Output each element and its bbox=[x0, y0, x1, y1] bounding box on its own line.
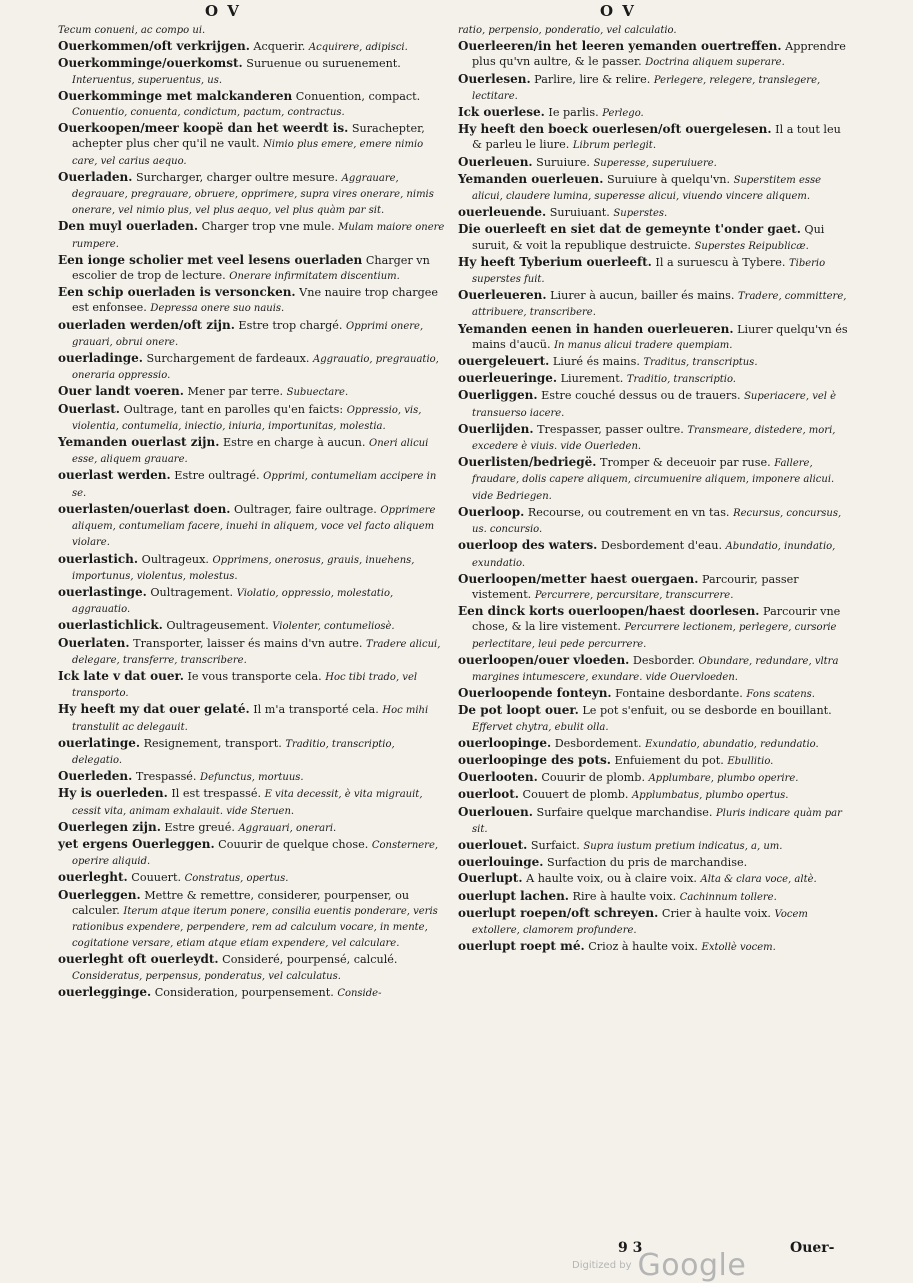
entry-headword: Ouerleueren. bbox=[458, 288, 547, 303]
entry-latin: Depressa onere suo nauis. bbox=[150, 303, 285, 315]
entry-latin: Superstes. bbox=[613, 208, 668, 220]
entry-french: Il est trespassé. bbox=[167, 787, 265, 801]
entry-latin: Interuentus, superuentus, us. bbox=[72, 74, 223, 86]
entry-headword: ouerlast werden. bbox=[58, 468, 171, 483]
google-logo: Google bbox=[637, 1248, 747, 1283]
entry-latin: Ebullitio. bbox=[727, 755, 774, 767]
entry-headword: Ouerleggen. bbox=[58, 887, 141, 902]
running-head-right: O V bbox=[600, 2, 636, 20]
entry-headword: De pot loopt ouer. bbox=[458, 703, 579, 718]
entry-french: Recourse, ou coutrement en vn tas. bbox=[524, 505, 734, 519]
entry-latin: Consternere, operire aliquid. bbox=[72, 839, 439, 868]
entry-french: Surachepter, achepter plus cher qu'il ne vault. bbox=[72, 122, 425, 151]
entry-french: Couurir de quelque chose. bbox=[214, 837, 372, 851]
entry-french: Suruiure. bbox=[532, 155, 594, 169]
entry-headword: Hy heeft den boeck ouerlesen/oft ouergelesen. bbox=[458, 122, 772, 137]
entry-french: Rire à haulte voix. bbox=[568, 889, 680, 903]
running-head-left: O V bbox=[205, 2, 241, 20]
entry-latin: Opprimi, contumeliam accipere in se. bbox=[72, 471, 437, 499]
entry-headword: ouerloot. bbox=[458, 787, 519, 802]
dictionary-entry bbox=[458, 155, 850, 171]
entry-latin: Percurrere, percursitare, transcurrere. bbox=[534, 589, 734, 601]
entry-headword: ouerleght. bbox=[58, 870, 128, 885]
dictionary-entry bbox=[58, 22, 446, 38]
dictionary-entry bbox=[58, 618, 446, 634]
entry-french: Resignement, transport. bbox=[140, 736, 286, 750]
dictionary-entry bbox=[58, 56, 446, 87]
dictionary-entry bbox=[58, 468, 446, 500]
dictionary-entry bbox=[58, 502, 446, 551]
entry-headword: Ouerliggen. bbox=[458, 388, 538, 403]
entry-headword: Ouerkommen/oft verkrijgen. bbox=[58, 39, 250, 54]
entry-headword: ouerlouet. bbox=[458, 837, 528, 852]
dictionary-entry bbox=[458, 172, 850, 204]
entry-headword: Ouerloopen/metter haest ouergaen. bbox=[458, 571, 699, 586]
entry-headword: Hy heeft Tyberium ouerleeft. bbox=[458, 254, 652, 269]
entry-headword: Ouerlijden. bbox=[458, 421, 534, 436]
entry-french: Il a tout leu & parleu le liure. bbox=[472, 123, 841, 152]
entry-headword: Ouerloopende fonteyn. bbox=[458, 686, 612, 701]
entry-french: Suruenue ou suruenement. bbox=[242, 57, 401, 71]
dictionary-entry bbox=[58, 318, 446, 350]
entry-latin: Percurrere lectionem, perlegere, cursorie perlectitare, leui pede percurrere. bbox=[472, 622, 837, 650]
dictionary-entry bbox=[458, 222, 850, 253]
entry-french: Surfaire quelque marchandise. bbox=[532, 805, 716, 819]
dictionary-entry bbox=[58, 435, 446, 467]
entry-latin: In manus alicui tradere quempiam. bbox=[554, 339, 733, 351]
entry-latin: Traditio, transcriptio. bbox=[626, 374, 736, 386]
right-column bbox=[458, 22, 850, 956]
entry-latin: Oppressio, vis, violentia, contumelia, iniectio, iniuria, importunitas, molestia. bbox=[72, 404, 422, 432]
entry-latin: Oneri alicui esse, aliquem grauare. bbox=[72, 438, 429, 466]
dictionary-entry bbox=[458, 505, 850, 537]
entry-headword: ouerlastichlick. bbox=[58, 618, 163, 633]
entry-french: Surcharger, charger oultre mesure. bbox=[132, 170, 342, 184]
entry-headword: ouerlupt roepen/oft schreyen. bbox=[458, 905, 659, 920]
entry-headword: ouerlasten/ouerlast doen. bbox=[58, 501, 231, 516]
entry-french: Estre greué. bbox=[160, 820, 239, 834]
entry-french: Estre couché dessus ou de trauers. bbox=[537, 389, 745, 403]
entry-latin: Pluris indicare quàm par sit. bbox=[472, 807, 842, 835]
entry-latin: Conuentio, conuenta, condictum, pactum, contractus. bbox=[72, 107, 345, 119]
entry-headword: ouerladinge. bbox=[58, 351, 143, 366]
entry-headword: Een schip ouerladen is versoncken. bbox=[58, 285, 296, 300]
entry-headword: ouerloopinge. bbox=[458, 735, 552, 750]
entry-headword: ouerloopen/ouer vloeden. bbox=[458, 652, 630, 667]
entry-french: Desbordement d'eau. bbox=[597, 539, 726, 553]
entry-headword: ouerlatinge. bbox=[58, 735, 141, 750]
entry-french: Oultrager, faire oultrage. bbox=[230, 502, 381, 516]
entry-headword: Ouerlast. bbox=[58, 401, 120, 416]
entry-latin: Nimio plus emere, emere nimio care, vel carius aequo. bbox=[72, 139, 424, 167]
catchword: Ouer- bbox=[790, 1240, 835, 1256]
entry-latin: Transmeare, distedere, mori, excedere è viuis. vide Ouerleden. bbox=[472, 424, 836, 453]
entry-headword: ouerleght oft ouerleydt. bbox=[58, 952, 219, 967]
entry-french: Liurer quelqu'vn és mains d'aucü. bbox=[472, 322, 848, 351]
entry-headword: Ouerloop. bbox=[458, 504, 525, 519]
entry-headword: ouerlupt roept mé. bbox=[458, 939, 585, 954]
dictionary-entry bbox=[458, 572, 850, 603]
entry-latin: Alta & clara voce, altè. bbox=[700, 874, 817, 886]
entry-french: Vne nauire trop chargee est enfonsee. bbox=[72, 286, 438, 315]
dictionary-entry bbox=[58, 121, 446, 169]
entry-french: Enfuiement du pot. bbox=[610, 753, 728, 767]
digitized-watermark bbox=[572, 1248, 746, 1283]
entry-latin: Opprimi onere, grauari, obrui onere. bbox=[72, 320, 424, 348]
entry-headword: yet ergens Ouerleggen. bbox=[58, 836, 215, 851]
dictionary-entry bbox=[58, 837, 446, 869]
entry-latin: E vita decessit, è vita migrauit, cessit vita, animam exhalauit. vide Steruen. bbox=[72, 789, 423, 817]
dictionary-entry bbox=[458, 538, 850, 570]
entry-latin: Acquirere, adipisci. bbox=[308, 42, 408, 54]
entry-french: Liurement. bbox=[557, 372, 627, 386]
entry-latin: Fallere, fraudare, dolis capere aliquem, circumuenire aliquem, imponere alicui. vide Bedriegen. bbox=[472, 458, 835, 502]
dictionary-entry bbox=[458, 422, 850, 454]
entry-french: Estre trop chargé. bbox=[234, 318, 347, 332]
entry-latin: Abundatio, inundatio, exundatio. bbox=[472, 541, 836, 569]
entry-headword: ouerleuende. bbox=[458, 205, 547, 220]
entry-french: Mener par terre. bbox=[183, 385, 287, 399]
entry-latin: Conside- bbox=[337, 987, 382, 999]
dictionary-entry bbox=[58, 384, 446, 400]
dictionary-entry bbox=[458, 653, 850, 685]
entry-latin: Tradere, committere, attribuere, transcribere. bbox=[472, 291, 847, 319]
entry-latin: Perlegere, relegere, translegere, lectitare. bbox=[472, 74, 821, 102]
entry-headword: Ouerleeren/in het leeren yemanden ouertreffen. bbox=[458, 39, 782, 54]
entry-french: Charger vn escolier de trop de lecture. bbox=[72, 253, 430, 283]
entry-latin: Traditio, transcriptio, delegatio. bbox=[72, 738, 395, 766]
entry-french: Parlire, lire & relire. bbox=[530, 72, 654, 86]
entry-headword: Ouerlaten. bbox=[58, 635, 130, 650]
entry-headword: Ouerlegen zijn. bbox=[58, 819, 161, 834]
entry-latin: Traditus, transcriptus. bbox=[643, 357, 758, 369]
entry-headword: Ick ouerlese. bbox=[458, 105, 545, 120]
entry-headword: Een ionge scholier met veel lesens ouerladen bbox=[58, 252, 363, 267]
dictionary-entry bbox=[58, 786, 446, 818]
entry-headword: ouerloop des waters. bbox=[458, 538, 598, 553]
entry-headword: ouerloopinge des pots. bbox=[458, 752, 611, 767]
entry-french: Crier à haulte voix. bbox=[658, 906, 775, 920]
entry-latin: Tecum conueni, ac compo ui. bbox=[58, 25, 206, 36]
entry-headword: Hy heeft my dat ouer gelaté. bbox=[58, 702, 250, 717]
entry-french: Surfaction du pris de marchandise. bbox=[543, 856, 748, 870]
entry-french: Il m'a transporté cela. bbox=[249, 703, 383, 717]
dictionary-entry bbox=[458, 388, 850, 420]
entry-headword: ouerlouinge. bbox=[458, 855, 544, 870]
entry-latin: Applumbatus, plumbo opertus. bbox=[631, 790, 789, 802]
dictionary-entry bbox=[58, 219, 446, 251]
entry-headword: ouerlastich. bbox=[58, 551, 139, 566]
entry-latin: Opprimere aliquem, contumeliam facere, inuehi in aliquem, voce vel facto aliquem violare. bbox=[72, 504, 436, 549]
entry-french: Il a suruescu à Tybere. bbox=[651, 255, 789, 269]
dictionary-entry bbox=[458, 871, 850, 887]
entry-headword: Ouerkomminge/ouerkomst. bbox=[58, 56, 243, 71]
entry-french: Surfaict. bbox=[527, 838, 584, 852]
entry-latin: Recursus, concursus, us. concursio. bbox=[472, 507, 842, 536]
entry-latin: Iterum atque iterum ponere, consilia euentis ponderare, veris rationibus expendere, perpendere, rem ad calculum vocare, in mente, cogitatione versare, etiam atque etiam expendere, vel calculare. bbox=[72, 905, 438, 950]
entry-latin: Tiberio superstes fuit. bbox=[472, 257, 826, 286]
entry-french: Consideration, pourpensement. bbox=[151, 985, 338, 999]
dictionary-entry bbox=[58, 351, 446, 383]
dictionary-entry bbox=[458, 205, 850, 221]
entry-french: Liuré és mains. bbox=[549, 355, 644, 369]
entry-latin: Superstes Reipublicæ. bbox=[694, 240, 809, 252]
dictionary-entry bbox=[458, 455, 850, 504]
dictionary-entry bbox=[458, 889, 850, 905]
entry-latin: Aggrauari, onerari. bbox=[238, 822, 337, 834]
dictionary-entry bbox=[58, 285, 446, 316]
left-column bbox=[58, 22, 446, 1002]
entry-french: Crioz à haulte voix. bbox=[584, 940, 702, 954]
dictionary-entry bbox=[458, 255, 850, 287]
dictionary-entry bbox=[458, 72, 850, 104]
entry-french: Liurer à aucun, bailler és mains. bbox=[546, 289, 739, 303]
dictionary-entry bbox=[458, 371, 850, 387]
entry-latin: Aggrauatio, pregrauatio, oneraria oppressio. bbox=[72, 354, 439, 382]
entry-latin: Extollè vocem. bbox=[701, 942, 776, 954]
entry-headword: Ick late v dat ouer. bbox=[58, 668, 184, 683]
dictionary-entry bbox=[458, 322, 850, 353]
entry-french: Transporter, laisser és mains d'vn autre. bbox=[129, 636, 367, 650]
entry-latin: Consideratus, perpensus, ponderatus, vel calculatus. bbox=[72, 970, 341, 982]
entry-french: A haulte voix, ou à claire voix. bbox=[522, 872, 701, 886]
dictionary-entry bbox=[58, 253, 446, 284]
dictionary-entry bbox=[458, 753, 850, 769]
signature-mark: 9 3 bbox=[618, 1240, 643, 1256]
entry-latin: Subuectare. bbox=[286, 387, 349, 399]
entry-latin: Librum perlegit. bbox=[572, 140, 656, 152]
dictionary-entry bbox=[458, 736, 850, 752]
entry-headword: ouerlupt lachen. bbox=[458, 888, 569, 903]
entry-headword: Hy is ouerleden. bbox=[58, 786, 168, 801]
entry-latin: Superesse, superuiuere. bbox=[593, 157, 717, 169]
entry-french: Oultrageux. bbox=[138, 552, 213, 566]
dictionary-entry bbox=[58, 888, 446, 952]
dictionary-entry bbox=[458, 805, 850, 837]
entry-latin: Mulam maiore onere rumpere. bbox=[72, 222, 445, 250]
entry-headword: Ouerlisten/bedriegë. bbox=[458, 455, 597, 470]
entry-headword: Een dinck korts ouerloopen/haest doorlesen. bbox=[458, 604, 760, 619]
entry-headword: Yemanden eenen in handen ouerleueren. bbox=[458, 321, 734, 336]
entry-headword: Ouerkoopen/meer koopë dan het weerdt is. bbox=[58, 121, 349, 136]
entry-headword: ouerladen werden/oft zijn. bbox=[58, 317, 235, 332]
dictionary-entry bbox=[458, 855, 850, 870]
entry-headword: ouerlegginge. bbox=[58, 984, 152, 999]
entry-french: Ie vous transporte cela. bbox=[183, 669, 326, 683]
entry-headword: Ouerlesen. bbox=[458, 71, 531, 86]
dictionary-entry bbox=[458, 703, 850, 734]
entry-french: Estre oultragé. bbox=[170, 469, 264, 483]
entry-french: Tromper & deceuoir par ruse. bbox=[596, 456, 775, 470]
entry-headword: Yemanden ouerleuen. bbox=[458, 171, 604, 186]
dictionary-entry bbox=[58, 952, 446, 983]
entry-latin: Applumbare, plumbo operire. bbox=[648, 773, 799, 785]
entry-headword: Ouerlouen. bbox=[458, 804, 533, 819]
entry-latin: Aggrauare, degrauare, pregrauare, obruere, opprimere, supra vires onerare, nimis onerare, vel nimio plus, vel plus aequo, vel plus quàm par sit. bbox=[72, 172, 434, 217]
entry-french: Estre en charge à aucun. bbox=[219, 436, 369, 450]
entry-french: Suruiure à quelqu'vn. bbox=[603, 172, 734, 186]
dictionary-entry bbox=[58, 870, 446, 886]
dictionary-entry bbox=[458, 122, 850, 153]
entry-headword: Ouerleuen. bbox=[458, 154, 533, 169]
entry-latin: Tradere alicui, delegare, transferre, transcribere. bbox=[72, 638, 441, 666]
entry-french: Consideré, pourpensé, calculé. bbox=[218, 953, 398, 967]
entry-french: Couuert. bbox=[127, 871, 185, 885]
entry-french: Surchargement de fardeaux. bbox=[142, 352, 314, 366]
entry-latin: Vocem extollere, clamorem profundere. bbox=[472, 908, 808, 936]
entry-headword: ouergeleuert. bbox=[458, 354, 550, 369]
dictionary-entry bbox=[58, 552, 446, 584]
dictionary-entry bbox=[458, 686, 850, 702]
entry-headword: Die ouerleeft en siet dat de gemeynte t'onder gaet. bbox=[458, 222, 801, 237]
entry-latin: ratio, perpensio, ponderatio, vel calculatio. bbox=[458, 25, 677, 36]
entry-french: Le pot s'enfuit, ou se desborde en bouillant. bbox=[578, 704, 832, 718]
dictionary-entry bbox=[58, 39, 446, 55]
entry-latin: Opprimens, onerosus, grauis, inuehens, importunus, violentus, molestus. bbox=[72, 554, 415, 582]
entry-latin: Hoc tibi trado, vel transporto. bbox=[72, 671, 418, 700]
entry-headword: Ouerladen. bbox=[58, 169, 133, 184]
entry-french: Couurir de plomb. bbox=[537, 771, 649, 785]
entry-french: Oultrage, tant en parolles qu'en faicts: bbox=[119, 402, 347, 416]
entry-french: Parcourir vne chose, & la lire vistement. bbox=[472, 605, 841, 634]
dictionary-entry bbox=[58, 402, 446, 434]
entry-latin: Effervet chytra, ebulit olla. bbox=[472, 721, 609, 733]
entry-latin: Cachinnum tollere. bbox=[679, 891, 777, 903]
entry-headword: Yemanden ouerlast zijn. bbox=[58, 435, 220, 450]
entry-french: Conuention, compact. bbox=[292, 89, 421, 103]
dictionary-entry bbox=[58, 702, 446, 734]
dictionary-entry bbox=[458, 288, 850, 320]
entry-french: Qui suruit, & voit la republique destruicte. bbox=[472, 223, 825, 252]
entry-latin: Defunctus, mortuus. bbox=[200, 772, 304, 784]
dictionary-entry bbox=[58, 89, 446, 120]
entry-french: Desborder. bbox=[629, 653, 699, 667]
dictionary-entry bbox=[458, 906, 850, 938]
entry-latin: Constratus, opertus. bbox=[184, 873, 289, 885]
dictionary-entry bbox=[58, 769, 446, 785]
entry-latin: Doctrina aliquem superare. bbox=[645, 57, 785, 69]
dictionary-entry bbox=[458, 939, 850, 955]
dictionary-entry bbox=[458, 354, 850, 370]
entry-latin: Exundatio, abundatio, redundatio. bbox=[645, 738, 819, 750]
entry-french: Charger trop vne mule. bbox=[198, 220, 339, 234]
dictionary-entry bbox=[458, 770, 850, 786]
dictionary-entry bbox=[458, 604, 850, 652]
entry-french: Fontaine desbordante. bbox=[611, 687, 747, 701]
entry-french: Apprendre plus qu'vn aultre, & le passer. bbox=[472, 40, 846, 69]
entry-headword: Ouerlooten. bbox=[458, 770, 538, 785]
dictionary-entry bbox=[58, 170, 446, 219]
entry-latin: Fons scatens. bbox=[746, 689, 815, 701]
entry-latin: Violenter, contumeliosè. bbox=[272, 621, 395, 633]
dictionary-entry bbox=[58, 736, 446, 768]
entry-french: Oultragement. bbox=[146, 585, 237, 599]
entry-latin: Superstitem esse alicui, claudere lumina, superesse alicui, viuendo vincere aliquem. bbox=[472, 174, 822, 203]
dictionary-entry bbox=[458, 22, 850, 38]
entry-headword: Ouerleden. bbox=[58, 769, 133, 784]
dictionary-entry bbox=[58, 636, 446, 668]
entry-latin: Violatio, oppressio, molestatio, aggrauatio. bbox=[72, 587, 394, 616]
entry-french: Ie parlis. bbox=[544, 106, 603, 120]
entry-french: Trespassé. bbox=[132, 770, 201, 784]
entry-french: Mettre & remettre, considerer, pourpenser, ou calculer. bbox=[72, 888, 410, 917]
dictionary-entry bbox=[458, 39, 850, 70]
entry-french: Suruiuant. bbox=[546, 206, 614, 220]
entry-latin: Superiacere, vel è transuerso iacere. bbox=[472, 391, 837, 419]
entry-headword: Ouer landt voeren. bbox=[58, 384, 184, 399]
entry-french: Oultrageusement. bbox=[162, 619, 273, 633]
entry-latin: Onerare infirmitatem discentium. bbox=[229, 271, 400, 283]
dictionary-entry bbox=[58, 985, 446, 1001]
entry-french: Desbordement. bbox=[551, 736, 646, 750]
entry-headword: ouerlastinge. bbox=[58, 584, 147, 599]
entry-headword: ouerleueringe. bbox=[458, 371, 558, 386]
entry-french: Trespasser, passer oultre. bbox=[533, 422, 688, 436]
entry-french: Couuert de plomb. bbox=[518, 788, 632, 802]
dictionary-entry bbox=[58, 820, 446, 836]
entry-latin: Obundare, redundare, vltra margines intumescere, exundare. vide Ouervloeden. bbox=[472, 655, 839, 683]
watermark-by: Digitized by bbox=[572, 1260, 632, 1271]
dictionary-entry bbox=[58, 669, 446, 701]
entry-headword: Den muyl ouerladen. bbox=[58, 219, 199, 234]
entry-headword: Ouerkomminge met malckanderen bbox=[58, 88, 293, 103]
entry-latin: Perlego. bbox=[602, 108, 644, 120]
entry-latin: Supra iustum pretium indicatus, a, um. bbox=[583, 840, 783, 852]
entry-french: Parcourir, passer vistement. bbox=[472, 572, 799, 601]
entry-french: Acquerir. bbox=[249, 40, 309, 54]
entry-latin: Hoc mihi transtulit ac delegauit. bbox=[72, 705, 429, 733]
dictionary-entry bbox=[458, 105, 850, 121]
entry-headword: Ouerlupt. bbox=[458, 871, 523, 886]
dictionary-entry bbox=[458, 838, 850, 854]
dictionary-entry bbox=[458, 787, 850, 803]
dictionary-entry bbox=[58, 585, 446, 617]
